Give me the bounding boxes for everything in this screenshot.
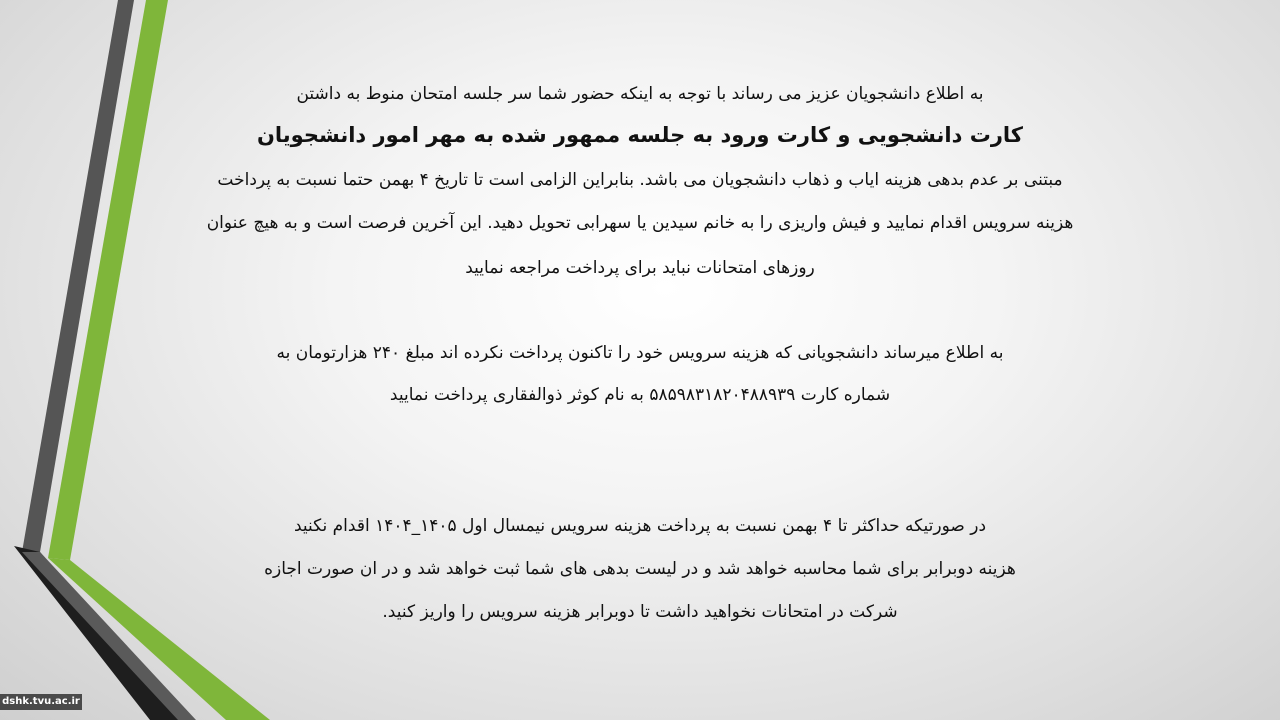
paragraph1-line1: به اطلاع دانشجویان عزیز می رساند با توجه به اینکه حضور شما سر جلسه امتحان منوط به داشتن [296, 84, 984, 104]
paragraph2-line2: شماره کارت ۵۸۵۹۸۳۱۸۲۰۴۸۸۹۳۹ به نام کوثر ذوالفقاری پرداخت نمایید [389, 385, 891, 405]
paragraph3-line1: در صورتیکه حداکثر تا ۴ بهمن نسبت به پرداخت هزینه سرویس نیمسال اول ۱۴۰۵_۱۴۰۴ اقدام نکنید [293, 516, 987, 536]
paragraph1-heading-bold: کارت دانشجویی و کارت ورود به جلسه ممهور شده به مهر امور دانشجویان [256, 123, 1024, 147]
paragraph3-line3: شرکت در امتحانات نخواهید داشت تا دوبرابر هزینه سرویس را واریز کنید. [382, 602, 898, 622]
paragraph2-line1: به اطلاع میرساند دانشجویانی که هزینه سرویس خود را تاکنون پرداخت نکرده اند مبلغ ۲۴۰ هزارتومان به [276, 343, 1004, 363]
paragraph1-line5: روزهای امتحانات نباید برای پرداخت مراجعه نمایید [465, 258, 815, 278]
paragraph1-line3: مبتنی بر عدم بدهی هزینه ایاب و ذهاب دانشجویان می باشد. بنابراین الزامی است تا تاریخ ۴ بهمن حتما نسبت به پرداخت [217, 170, 1063, 190]
paragraph1-line4: هزینه سرویس اقدام نمایید و فیش واریزی را به خانم سیدین یا سهرابی تحویل دهید. این آخرین فرصت است و به هیچ عنوان [206, 213, 1074, 233]
paragraph3-line2: هزینه دوبرابر برای شما محاسبه خواهد شد و در لیست بدهی های شما ثبت خواهد شد و در ان صورت اجازه [264, 559, 1016, 579]
site-watermark: dshk.tvu.ac.ir [0, 694, 82, 710]
